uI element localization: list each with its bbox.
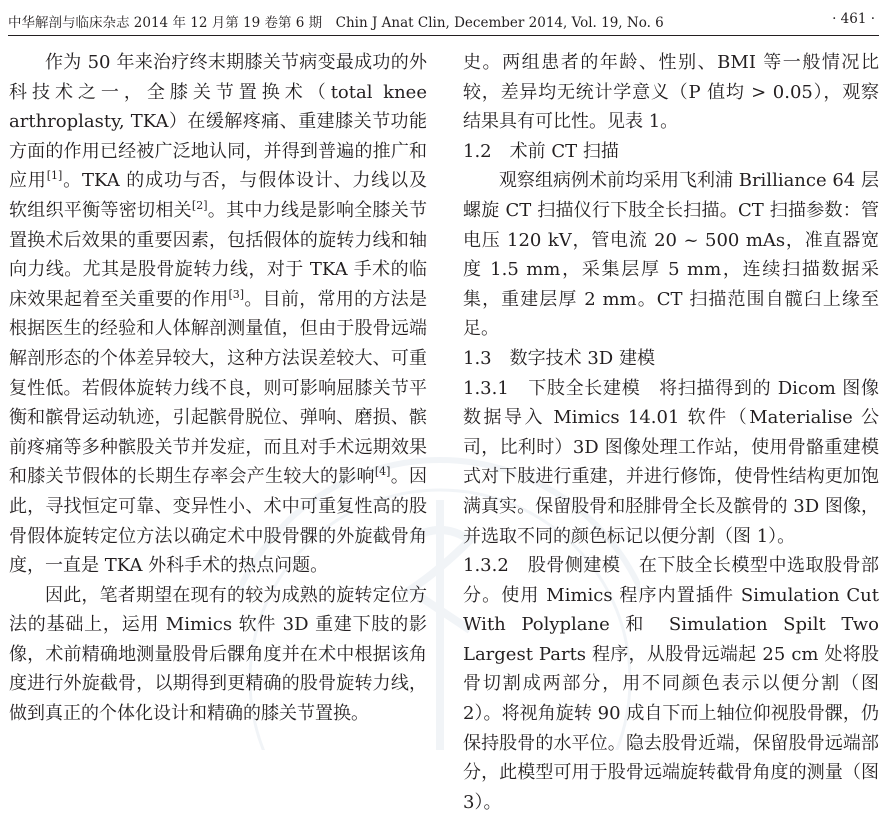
section-heading-1-2: 1.2 术前 CT 扫描 [463,140,619,162]
continued-paragraph: 史。两组患者的年龄、性别、BMI 等一般情况比较，差异均无统计学意义（P 值均 > 0.05），观察结果具有可比性。见表 1。 [463,52,879,133]
intro-text-1e: 。因此，寻找恒定可靠、变异性小、术中可重复性高的股骨假体旋转定位方法以确定术中股骨髁的外旋截骨角度，一直是 TKA 外科手术的热点问题。 [9,466,428,577]
intro-text-1c: 。其中力线是影响全膝关节置换术后效果的重要因素，包括假体的旋转力线和轴向力线。尤其是股骨旋转力线，对于 TKA 手术的临床效果起着至关重要的作用 [9,199,428,310]
ct-scan-paragraph: 观察组病例术前均采用飞利浦 Brilliance 64 层螺旋 CT 扫描仪行下肢全长扫描。CT 扫描参数：管电压 120 kV，管电流 20 ~ 500 mAs，准直器宽度 1.5 mm，采集层厚 5 mm，连续扫描数据采集，重建层厚 2 mm。CT 扫描范围自髋臼上缘至足。 [463,170,879,340]
femur-model-paragraph: 1.3.2 股骨侧建模 在下肢全长模型中选取股骨部分。使用 Mimics 程序内置插件 Simulation Cut With Polyplane 和 Simulation Spilt Two Largest Parts 程序，从股骨远端起 25 cm 处将股骨切割成两部分，用不同颜色表示以便分割（图 2）。将视角旋转 90 成自下而上轴位仰视股骨髁，仍保持股骨的水平位。隐去股骨近端，保留股骨远端部分，此模型可用于股骨远端旋转截骨角度的测量（图 3）。 [463,555,879,813]
intro-paragraph-2: 因此，笔者期望在现有的较为成熟的旋转定位方法的基础上，运用 Mimics 软件 3D 重建下肢的影像，术前精确地测量股骨后髁角度并在术中根据该角度进行外旋截骨，以期得到更精确的股骨旋转力线，做到真正的个体化设计和精确的膝关节置换。 [9,584,427,725]
citation-1[interactable]: [1] [46,169,63,183]
lower-limb-model-paragraph: 1.3.1 下肢全长建模 将扫描得到的 Dicom 图像数据导入 Mimics 14.01 软件（Materialise 公司，比利时）3D 图像处理工作站，使用骨骼重建模式对下肢进行重建，并进行修饰，使骨性结构更加饱满真实。保留股骨和胫腓骨全长及髌骨的 3D 图像，并选取不同的颜色标记以便分割（图 1）。 [463,377,879,547]
section-heading-1-3: 1.3 数字技术 3D 建模 [463,347,655,369]
intro-text-1d: 。目前，常用的方法是根据医生的经验和人体解剖测量值，但由于股骨远端解剖形态的个体差异较大，这种方法误差较大、可重复性低。若假体旋转力线不良，则可影响屈膝关节平衡和髌骨运动轨迹，引起髌骨脱位、弹响、磨损、髌前疼痛等多种髌股关节并发症，而且对手术远期效果和膝关节假体的长期生存率会产生较大的影响 [9,288,428,488]
journal-header: 中华解剖与临床杂志 2014 年 12 月第 19 卷第 6 期 Chin J Anat Clin, December 2014, Vol. 19, No. 6 [8,15,664,31]
intro-paragraph-1 [9,48,427,581]
page-number: · 461 · [832,11,875,27]
header-rule [8,35,879,36]
citation-3[interactable]: [3] [228,287,245,301]
intro-text-1b: 。TKA 的成功与否，与假体设计、力线以及软组织平衡等密切相关 [9,170,427,221]
running-head [8,9,879,29]
citation-4[interactable]: [4] [374,465,391,479]
citation-2[interactable]: [2] [191,198,208,212]
left-column [9,48,427,729]
intro-text-1a: 作为 50 年来治疗终末期膝关节病变最成功的外科技术之一，全膝关节置换术（total knee arthroplasty, TKA）在缓解疼痛、重建膝关节功能方面的作用已经被广泛地认同，并得到普遍的推广和应用 [9,52,427,192]
right-column [463,48,879,817]
